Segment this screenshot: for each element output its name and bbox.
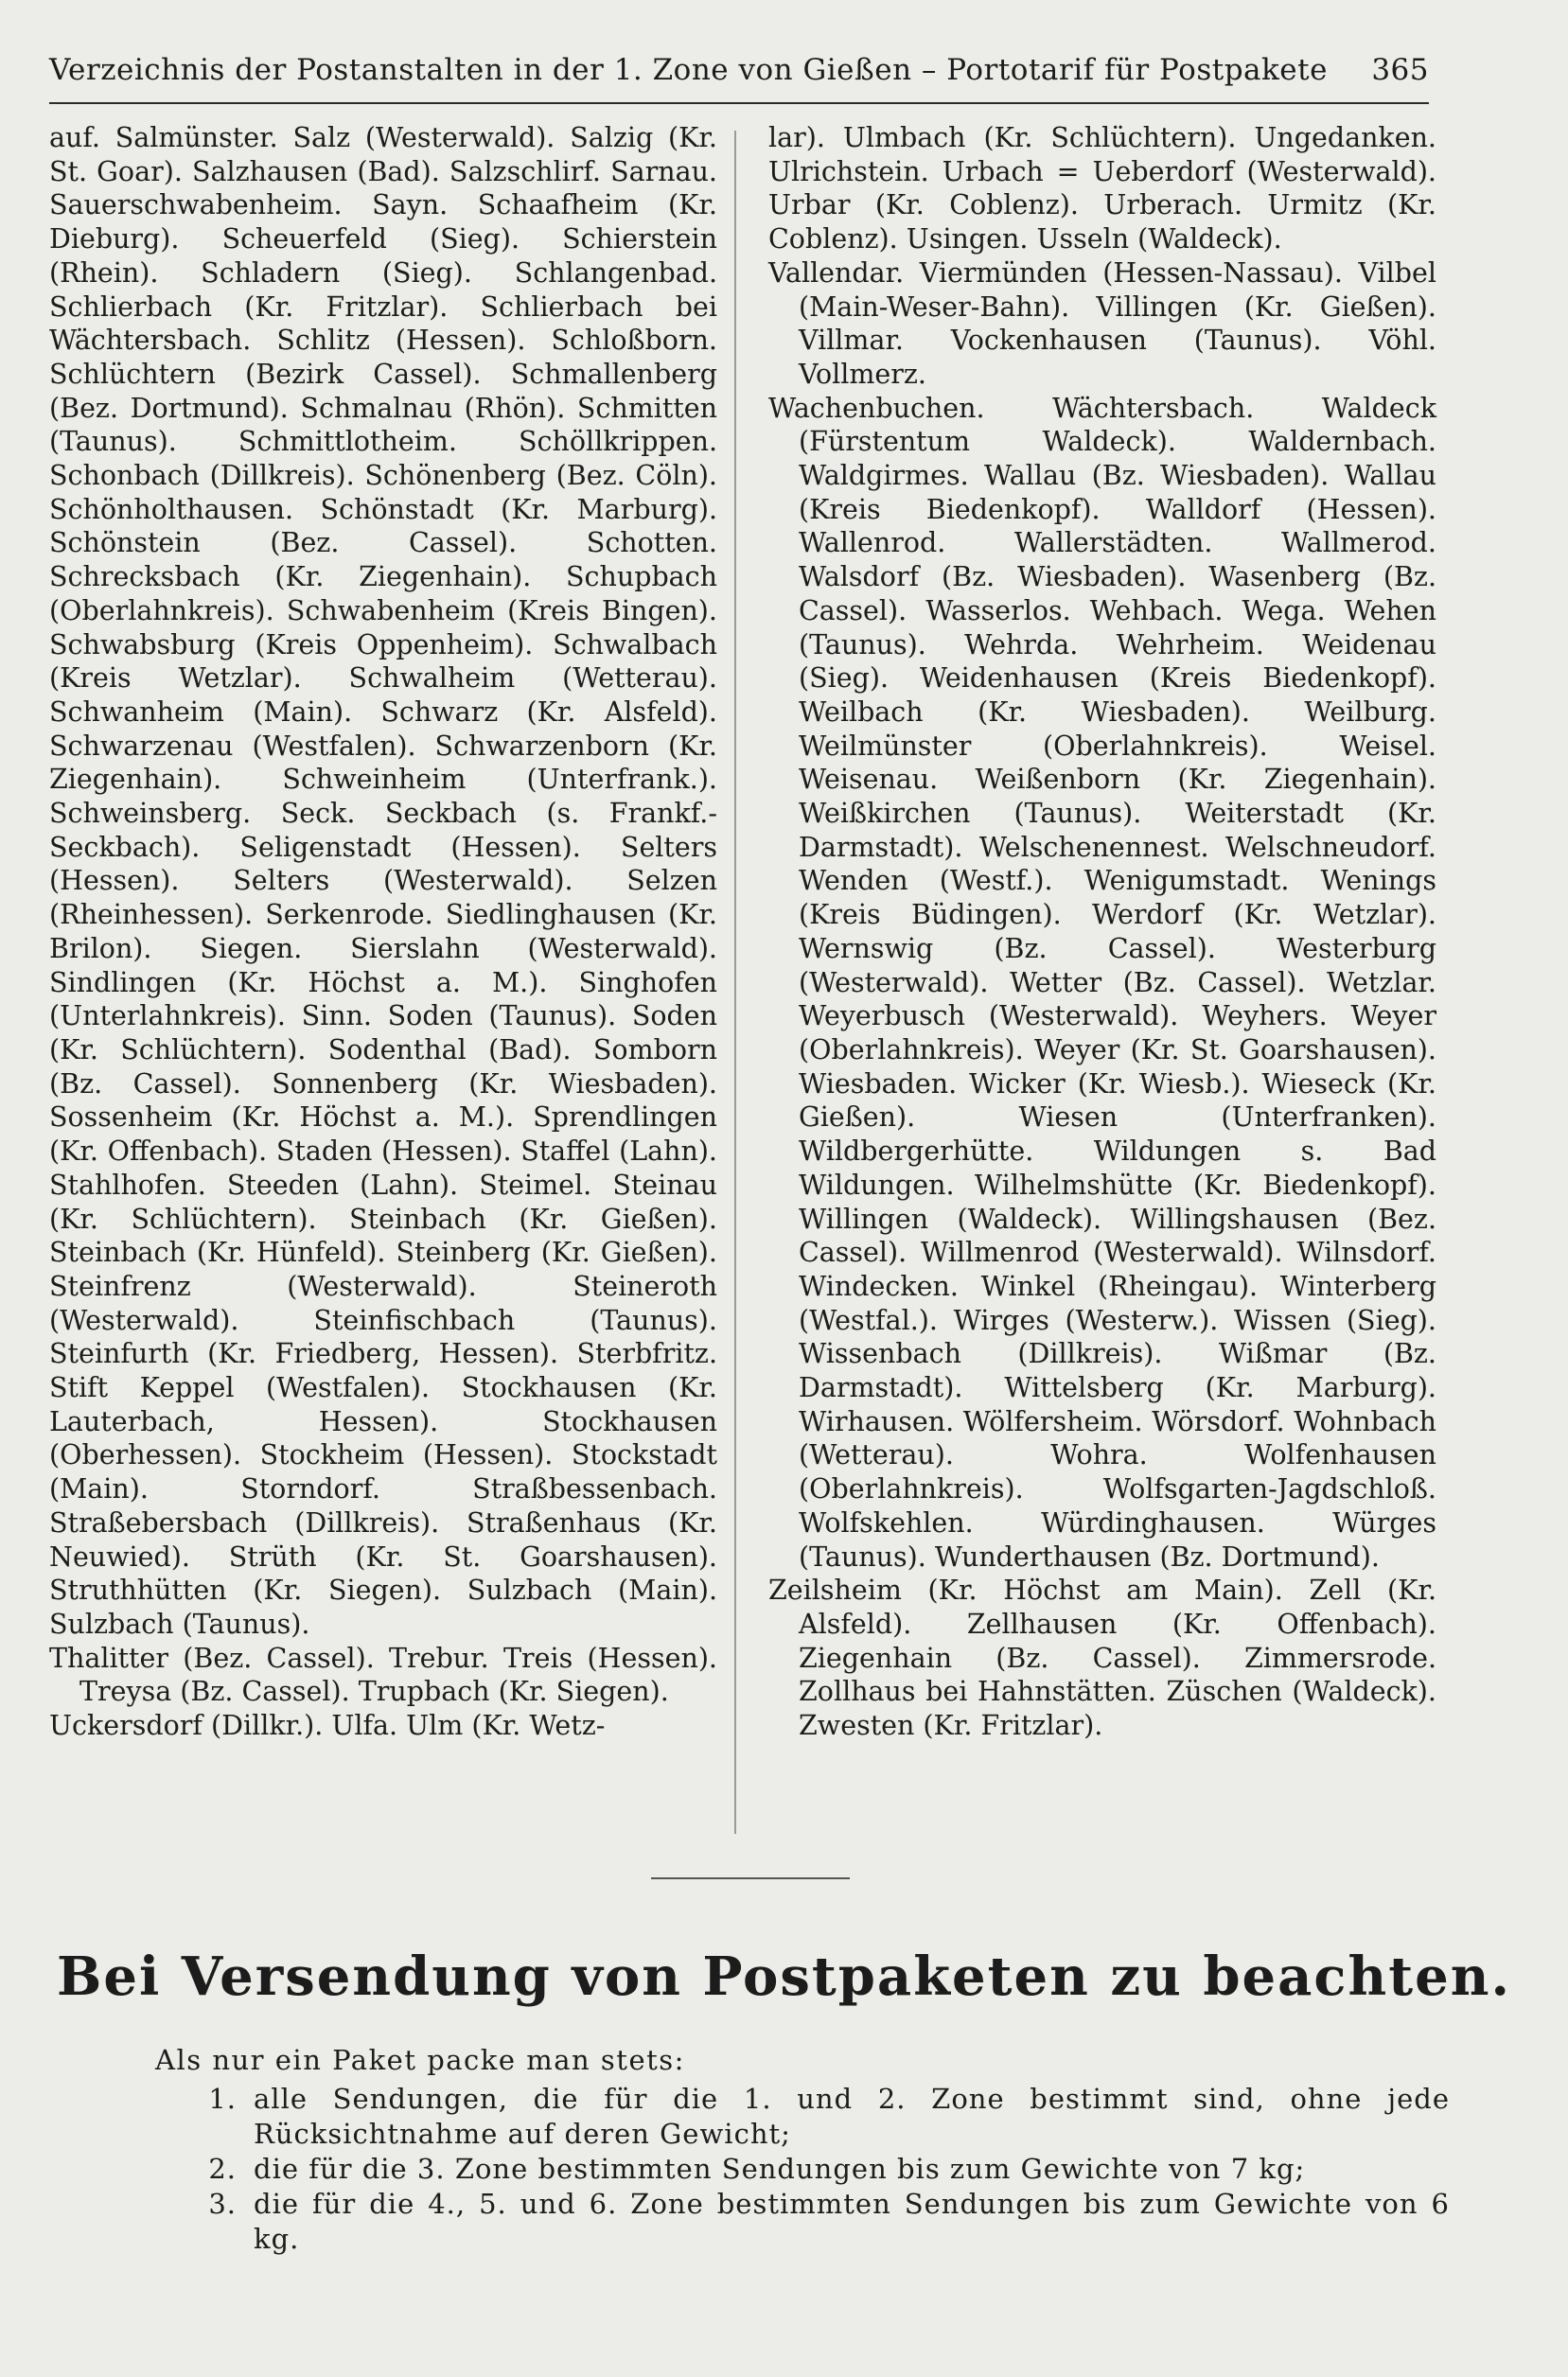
- notice-item-number: 2.: [208, 2153, 237, 2185]
- notice-item-text: alle Sendungen, die für die 1. und 2. Zone bestimmt sind, ohne jede Rücksichtnahme auf deren Gewicht;: [254, 2083, 1450, 2150]
- notice-item-number: 1.: [208, 2083, 237, 2115]
- column-divider: [734, 131, 736, 1834]
- entries-t: Thalitter (Bez. Cassel). Trebur. Treis (Hessen). Treysa (Bz. Cassel). Trupbach (Kr. Siegen).: [49, 1642, 717, 1708]
- running-header: [49, 53, 1429, 87]
- entries-s: auf. Salmünster. Salz (Westerwald). Salzig (Kr. St. Goar). Salzhausen (Bad). Salzschlirf. Sarnau. Sauerschwabenheim. Sayn. Schaafheim (Kr. Dieburg). Scheuerfeld (Sieg). Schierstein (Rhein). Schladern (Sieg). Schlangenbad. Schlierbach (Kr. Fritzlar). Schlierbach bei Wächtersbach. Schlitz (Hessen). Schloßborn. Schlüchtern (Bezirk Cassel). Schmallenberg (Bez. Dortmund). Schmalnau (Rhön). Schmitten (Taunus). Schmittlotheim. Schöllkrippen. Schonbach (Dillkreis). Schönenberg (Bez. Cöln). Schönholthausen. Schönstadt (Kr. Marburg). Schönstein (Bez. Cassel). Schotten. Schrecksbach (Kr. Ziegenhain). Schupbach (Oberlahnkreis). Schwabenheim (Kreis Bingen). Schwabsburg (Kreis Oppenheim). Schwalbach (Kreis Wetzlar). Schwalheim (Wetterau). Schwanheim (Main). Schwarz (Kr. Alsfeld). Schwarzenau (Westfalen). Schwarzenborn (Kr. Ziegenhain). Schweinheim (Unterfrank.). Schweinsberg. Seck. Seckbach (s. Frankf.-Seckbach). Seligenstadt (Hessen). Selters (Hessen). Selters (Westerwald). Selzen (Rheinhessen). Serkenrode. Siedlinghausen (Kr. Brilon). Siegen. Sierslahn (Westerwald). Sindlingen (Kr. Höchst a. M.). Singhofen (Unterlahnkreis). Sinn. Soden (Taunus). Soden (Kr. Schlüchtern). Sodenthal (Bad). Somborn (Bz. Cassel). Sonnenberg (Kr. Wiesbaden). Sossenheim (Kr. Höchst a. M.). Sprendlingen (Kr. Offenbach). Staden (Hessen). Staffel (Lahn). Stahlhofen. Steeden (Lahn). Steimel. Steinau (Kr. Schlüchtern). Steinbach (Kr. Gießen). Steinbach (Kr. Hünfeld). Steinberg (Kr. Gießen). Steinfrenz (Westerwald). Steineroth (Westerwald). Steinfischbach (Taunus). Steinfurth (Kr. Friedberg, Hessen). Sterbfritz. Stift Keppel (Westfalen). Stockhausen (Kr. Lauterbach, Hessen). Stockhausen (Oberhessen). Stockheim (Hessen). Stockstadt (Main). Storndorf. Straßbessenbach. Straßebersbach (Dillkreis). Straßenhaus (Kr. Neuwied). Strüth (Kr. St. Goarshausen). Struthhütten (Kr. Siegen). Sulzbach (Main). Sulzbach (Taunus).: [49, 122, 717, 1640]
- notice-item-text: die für die 3. Zone bestimmten Sendungen bis zum Gewichte von 7 kg;: [254, 2153, 1306, 2185]
- page-number: 365: [1371, 53, 1429, 87]
- entries-u-cont: lar). Ulmbach (Kr. Schlüchtern). Ungedanken. Ulrichstein. Urbach = Ueberdorf (Westerwald). Urbar (Kr. Coblenz). Urberach. Urmitz (Kr. Coblenz). Usingen. Usseln (Waldeck).: [768, 122, 1436, 255]
- notice-intro: Als nur ein Paket packe man stets:: [155, 2044, 685, 2076]
- entries-u: Uckersdorf (Dillkr.). Ulfa. Ulm (Kr. Wetz-: [49, 1710, 606, 1742]
- notice-item: [208, 2152, 1450, 2187]
- left-column: [49, 121, 717, 1853]
- entries-z: Zeilsheim (Kr. Höchst am Main). Zell (Kr. Alsfeld). Zellhausen (Kr. Offenbach). Ziegenhain (Bz. Cassel). Zimmersrode. Zollhaus bei Hahnstätten. Züschen (Waldeck). Zwesten (Kr. Fritzlar).: [768, 1575, 1436, 1742]
- notice-item-text: die für die 4., 5. und 6. Zone bestimmten Sendungen bis zum Gewichte von 6 kg.: [254, 2188, 1450, 2255]
- header-rule: [49, 102, 1429, 104]
- right-column: [768, 121, 1436, 1853]
- notice-item-number: 3.: [208, 2188, 237, 2220]
- entries-v: Vallendar. Viermünden (Hessen-Nassau). Vilbel (Main-Weser-Bahn). Villingen (Kr. Gießen). Villmar. Vockenhausen (Taunus). Vöhl. Vollmerz.: [768, 256, 1436, 390]
- notice-item: [208, 2082, 1450, 2152]
- entries-w: Wachenbuchen. Wächtersbach. Waldeck (Fürstentum Waldeck). Waldernbach. Waldgirmes. Wallau (Bz. Wiesbaden). Wallau (Kreis Biedenkopf). Walldorf (Hessen). Wallenrod. Wallerstädten. Wallmerod. Walsdorf (Bz. Wiesbaden). Wasenberg (Bz. Cassel). Wasserlos. Wehbach. Wega. Wehen (Taunus). Wehrda. Wehrheim. Weidenau (Sieg). Weidenhausen (Kreis Biedenkopf). Weilbach (Kr. Wiesbaden). Weilburg. Weilmünster (Oberlahnkreis). Weisel. Weisenau. Weißenborn (Kr. Ziegenhain). Weißkirchen (Taunus). Weiterstadt (Kr. Darmstadt). Welschenennest. Welschneudorf. Wenden (Westf.). Wenigumstadt. Wenings (Kreis Büdingen). Werdorf (Kr. Wetzlar). Wernswig (Bz. Cassel). Westerburg (Westerwald). Wetter (Bz. Cassel). Wetzlar. Weyerbusch (Westerwald). Weyhers. Weyer (Oberlahnkreis). Weyer (Kr. St. Goarshausen). Wiesbaden. Wicker (Kr. Wiesb.). Wieseck (Kr. Gießen). Wiesen (Unterfranken). Wildbergerhütte. Wildungen s. Bad Wildungen. Wilhelmshütte (Kr. Biedenkopf). Willingen (Waldeck). Willingshausen (Bez. Cassel). Willmenrod (Westerwald). Wilnsdorf. Windecken. Winkel (Rheingau). Winterberg (Westfal.). Wirges (Westerw.). Wissen (Sieg). Wissenbach (Dillkreis). Wißmar (Bz. Darmstadt). Wittelsberg (Kr. Marburg). Wirhausen. Wölfersheim. Wörsdorf. Wohnbach (Wetterau). Wohra. Wolfenhausen (Oberlahnkreis). Wolfsgarten-Jagdschloß. Wolfskehlen. Würdinghausen. Würges (Taunus). Wunderthausen (Bz. Dortmund).: [768, 392, 1436, 1573]
- notice-title: Bei Versendung von Postpaketen zu beachten.: [57, 1946, 1511, 2008]
- header-title: Verzeichnis der Postanstalten in der 1. Zone von Gießen – Portotarif für Postpakete: [49, 53, 1328, 87]
- notice-list: [208, 2082, 1450, 2257]
- section-divider: [651, 1877, 850, 1879]
- notice-item: [208, 2187, 1450, 2257]
